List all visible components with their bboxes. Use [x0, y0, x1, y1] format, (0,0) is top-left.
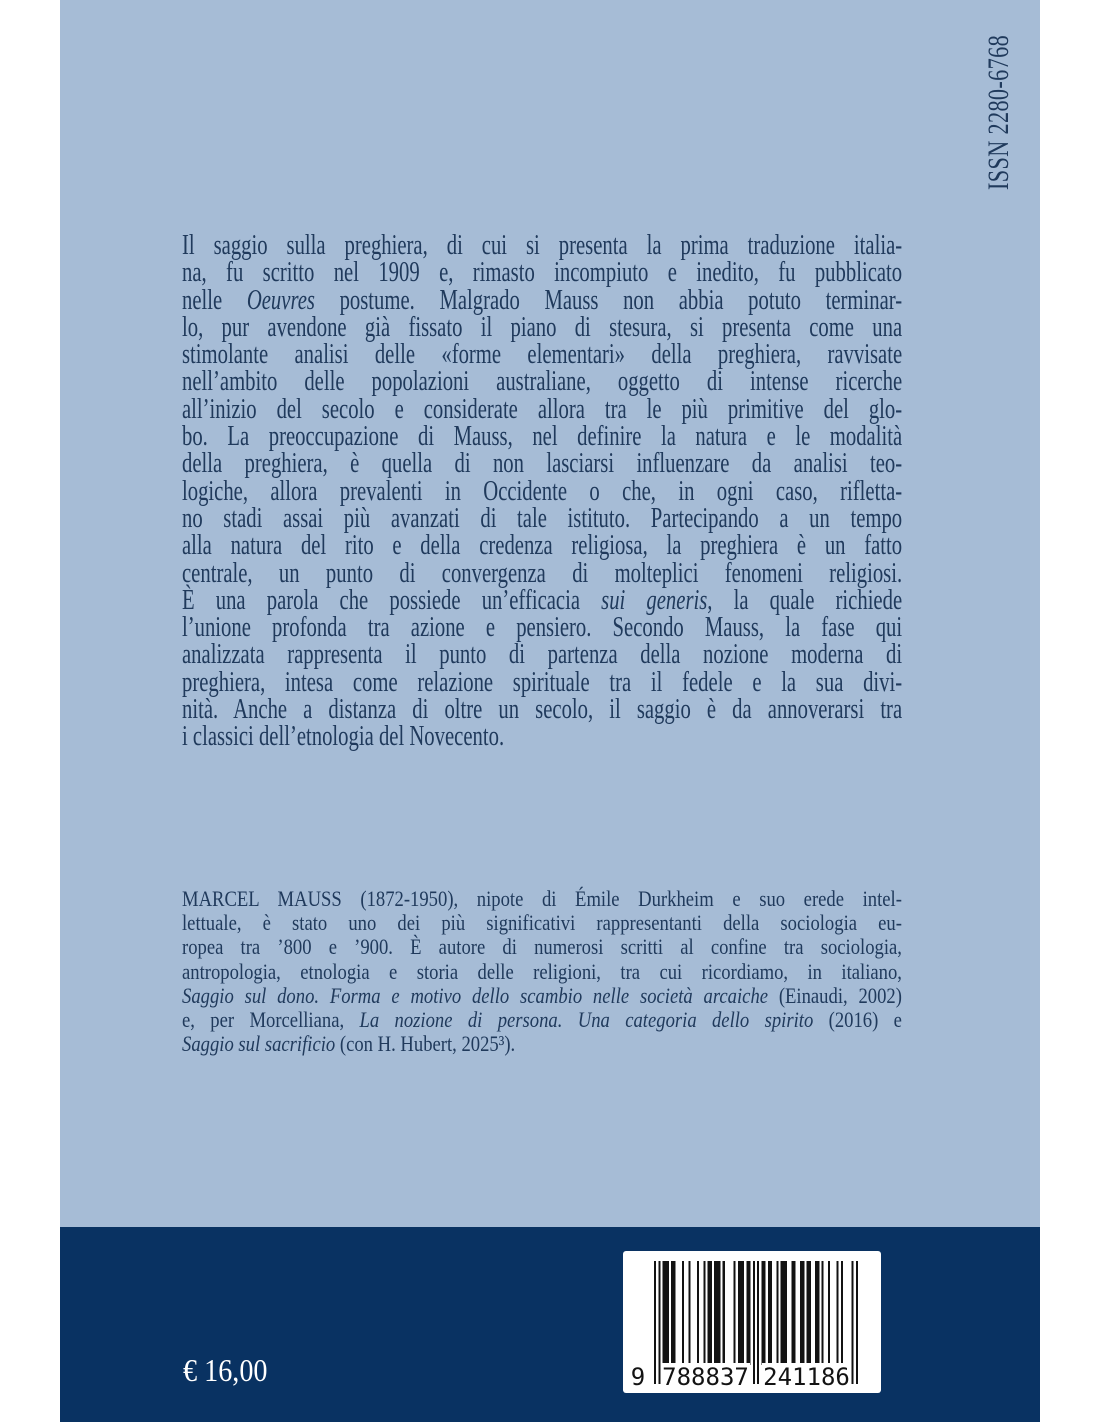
cover-panel [60, 0, 1040, 1422]
barcode-digits-group1: 788837 [662, 1363, 749, 1391]
text-line: preghiera, intesa come relazione spirituale tra il fedele e la sua divi- [182, 665, 903, 698]
text-line: stimolante analisi delle «forme elementari» della preghiera, ravvisate [182, 338, 903, 371]
barcode-digit-lead: 9 [625, 1363, 651, 1391]
text-line: all’inizio del secolo e considerate allora tra le più primitive del glo- [182, 392, 903, 425]
text-line: lettuale, è stato uno dei più significativi rappresentanti della sociologia eu- [182, 910, 902, 936]
text-line: no stadi assai più avanzati di tale istituto. Partecipando a un tempo [182, 501, 903, 534]
text-line: della preghiera, è quella di non lasciarsi influenzare da analisi teo- [182, 447, 903, 480]
text-line: i classici dell’etnologia del Novecento. [182, 720, 505, 753]
text-line: analizzata rappresenta il punto di partenza della nozione moderna di [182, 638, 903, 671]
barcode [623, 1251, 881, 1393]
text-line: na, fu scritto nel 1909 e, rimasto incompiuto e inedito, fu pubblicato [182, 256, 903, 289]
text-line: lo, pur avendone già fissato il piano di stesura, si presenta come una [182, 310, 903, 343]
text-line: MARCEL MAUSS (1872-1950), nipote di Émile Durkheim e suo erede intel- [182, 886, 902, 911]
text-line: Saggio sul dono. Forma e motivo dello scambio nelle società arcaiche (Einaudi, 2002) [182, 982, 902, 1008]
text-line: antropologia, etnologia e storia delle religioni, tra cui ricordiamo, in italiano, [182, 958, 902, 984]
text-line: nelle Oeuvres postume. Malgrado Mauss non abbia potuto terminar- [182, 283, 903, 316]
text-line: alla natura del rito e della credenza religiosa, la preghiera è un fatto [182, 529, 903, 562]
footer-band [60, 1227, 1040, 1422]
text-line: Il saggio sulla preghiera, di cui si presenta la prima traduzione italia- [182, 229, 903, 261]
issn-label: ISSN 2280-6768 [982, 34, 1015, 190]
text-line: È una parola che possiede un’efficacia sui generis, la quale richiede [182, 583, 903, 616]
text-line: ropea tra ’800 e ’900. È autore di numerosi scritti al confine tra sociologia, [182, 934, 902, 960]
barcode-digits-group2: 241186 [763, 1363, 850, 1391]
text-line: nell’ambito delle popolazioni australiane, oggetto di intense ricerche [182, 365, 903, 398]
text-line: logiche, allora prevalenti in Occidente o che, in ogni caso, rifletta- [182, 474, 903, 507]
text-line: e, per Morcelliana, La nozione di persona. Una categoria dello spirito (2016) e [182, 1007, 902, 1033]
text-line: bo. La preoccupazione di Mauss, nel definire la natura e le modalità [182, 420, 903, 453]
author-bio-text [182, 887, 902, 1056]
text-line: nità. Anche a distanza di oltre un secolo, il saggio è da annoverarsi tra [182, 693, 903, 726]
text-line: centrale, un punto di convergenza di molteplici fenomeni religiosi. [182, 556, 903, 589]
text-line: l’unione profonda tra azione e pensiero. Secondo Mauss, la fase qui [182, 611, 903, 644]
text-line: Saggio sul sacrificio (con H. Hubert, 2025³). [182, 1031, 516, 1057]
price-label: € 16,00 [183, 1352, 268, 1388]
synopsis-text [182, 229, 903, 753]
